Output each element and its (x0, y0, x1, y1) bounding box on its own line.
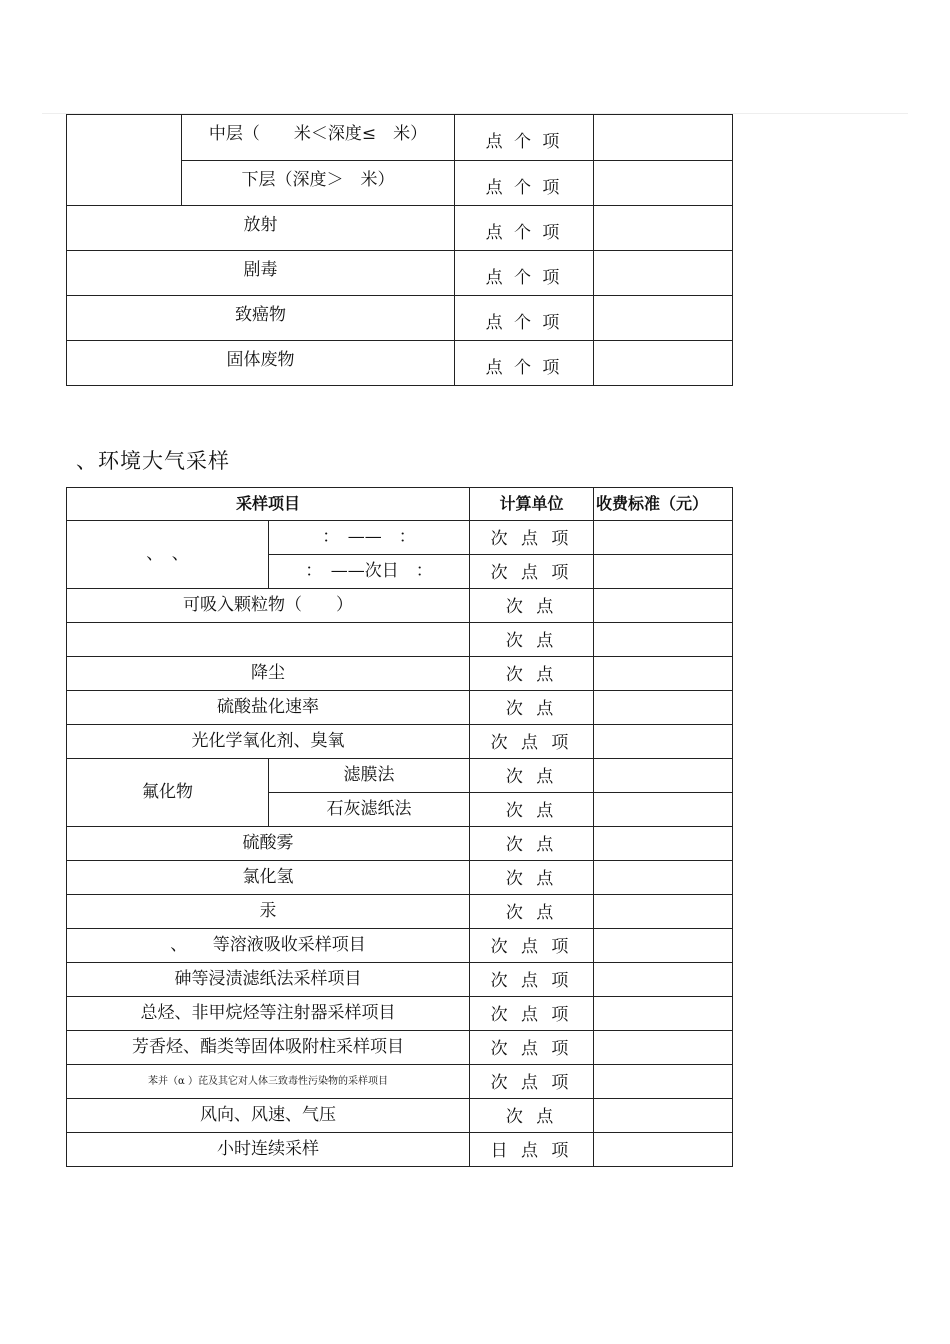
table-row (67, 589, 733, 623)
row-fee (594, 963, 733, 997)
row-label: 硫酸盐化速率 (67, 691, 470, 725)
row-unit: 次 点 项 (470, 725, 594, 759)
row-fee (594, 161, 733, 206)
row-label: 总烃、非甲烷烃等注射器采样项目 (67, 997, 470, 1031)
row-label (67, 623, 470, 657)
row-label: 剧毒 (67, 251, 455, 296)
table-row (67, 521, 733, 555)
row-label: 硫酸雾 (67, 827, 470, 861)
header-item: 采样项目 (67, 488, 470, 521)
row-label: 、 等溶液吸收采样项目 (67, 929, 470, 963)
row-unit: 次 点 (470, 861, 594, 895)
row-fee (594, 206, 733, 251)
row-unit: 点 个 项 (455, 251, 594, 296)
table-row (67, 759, 733, 793)
table-row (67, 206, 733, 251)
row-fee (594, 895, 733, 929)
row-fee (594, 589, 733, 623)
row-label: 风向、风速、气压 (67, 1099, 470, 1133)
table-header-row (67, 488, 733, 521)
section-title: 、环境大气采样 (76, 449, 230, 473)
table-row (67, 1065, 733, 1099)
row-label: 芳香烃、酯类等固体吸附柱采样项目 (67, 1031, 470, 1065)
sub-label: ： ——次日 ： (269, 555, 470, 589)
row-unit: 次 点 (470, 589, 594, 623)
soil-sampling-table-continued (66, 114, 733, 386)
row-fee (594, 827, 733, 861)
row-label: 放射 (67, 206, 455, 251)
row-label: 氯化氢 (67, 861, 470, 895)
row-fee (594, 725, 733, 759)
table-row (67, 929, 733, 963)
table-row (67, 251, 733, 296)
row-label: 中层（ 米＜深度≤ 米） (182, 115, 455, 161)
row-unit: 点 个 项 (455, 296, 594, 341)
table-row (67, 115, 733, 161)
row-fee (594, 251, 733, 296)
row-fee (594, 793, 733, 827)
row-unit: 次 点 项 (470, 1031, 594, 1065)
row-unit: 点 个 项 (455, 115, 594, 161)
empty-group-cell (67, 115, 182, 206)
row-unit: 点 个 项 (455, 341, 594, 386)
row-label: 致癌物 (67, 296, 455, 341)
row-label: 下层（深度＞ 米） (182, 161, 455, 206)
header-fee: 收费标准（元） (594, 488, 733, 521)
table-row (67, 657, 733, 691)
row-unit: 日 点 项 (470, 1133, 594, 1167)
row-unit: 次 点 (470, 793, 594, 827)
sub-label: 滤膜法 (269, 759, 470, 793)
table-row (67, 1031, 733, 1065)
row-fee (594, 861, 733, 895)
group-label: 氟化物 (67, 759, 269, 827)
row-fee (594, 759, 733, 793)
row-unit: 次 点 (470, 759, 594, 793)
row-fee (594, 929, 733, 963)
row-unit: 次 点 (470, 657, 594, 691)
group-label: 、 、 (67, 521, 269, 589)
row-fee (594, 657, 733, 691)
row-fee (594, 115, 733, 161)
table-row (67, 623, 733, 657)
row-label: 光化学氧化剂、臭氧 (67, 725, 470, 759)
row-label: 可吸入颗粒物（ ） (67, 589, 470, 623)
row-label: 固体废物 (67, 341, 455, 386)
row-unit: 点 个 项 (455, 161, 594, 206)
table-row (67, 691, 733, 725)
sub-label: ： —— ： (269, 521, 470, 555)
row-unit: 次 点 项 (470, 997, 594, 1031)
header-unit: 计算单位 (470, 488, 594, 521)
row-unit: 次 点 (470, 895, 594, 929)
table-row (67, 1099, 733, 1133)
row-unit: 次 点 项 (470, 1065, 594, 1099)
row-unit: 次 点 项 (470, 963, 594, 997)
row-label: 砷等浸渍滤纸法采样项目 (67, 963, 470, 997)
table-row (67, 963, 733, 997)
table-row (67, 861, 733, 895)
table-row (67, 895, 733, 929)
row-fee (594, 1133, 733, 1167)
row-label: 汞 (67, 895, 470, 929)
row-fee (594, 341, 733, 386)
table-row (67, 997, 733, 1031)
sub-label: 石灰滤纸法 (269, 793, 470, 827)
row-unit: 次 点 项 (470, 929, 594, 963)
row-fee (594, 623, 733, 657)
row-fee (594, 1099, 733, 1133)
row-fee (594, 555, 733, 589)
table-row (67, 341, 733, 386)
air-sampling-table (66, 487, 733, 1167)
table-row (67, 1133, 733, 1167)
row-unit: 次 点 (470, 1099, 594, 1133)
row-unit: 次 点 项 (470, 555, 594, 589)
table-row (67, 827, 733, 861)
row-fee (594, 997, 733, 1031)
row-fee (594, 691, 733, 725)
table-row (67, 296, 733, 341)
row-label: 降尘 (67, 657, 470, 691)
row-unit: 次 点 (470, 623, 594, 657)
row-fee (594, 296, 733, 341)
row-label: 苯并（α ）芘及其它对人体三致毒性污染物的采样项目 (67, 1065, 470, 1099)
row-fee (594, 521, 733, 555)
row-label: 小时连续采样 (67, 1133, 470, 1167)
row-unit: 次 点 (470, 691, 594, 725)
row-unit: 次 点 (470, 827, 594, 861)
row-fee (594, 1065, 733, 1099)
row-unit: 次 点 项 (470, 521, 594, 555)
table-row (67, 725, 733, 759)
row-fee (594, 1031, 733, 1065)
row-unit: 点 个 项 (455, 206, 594, 251)
